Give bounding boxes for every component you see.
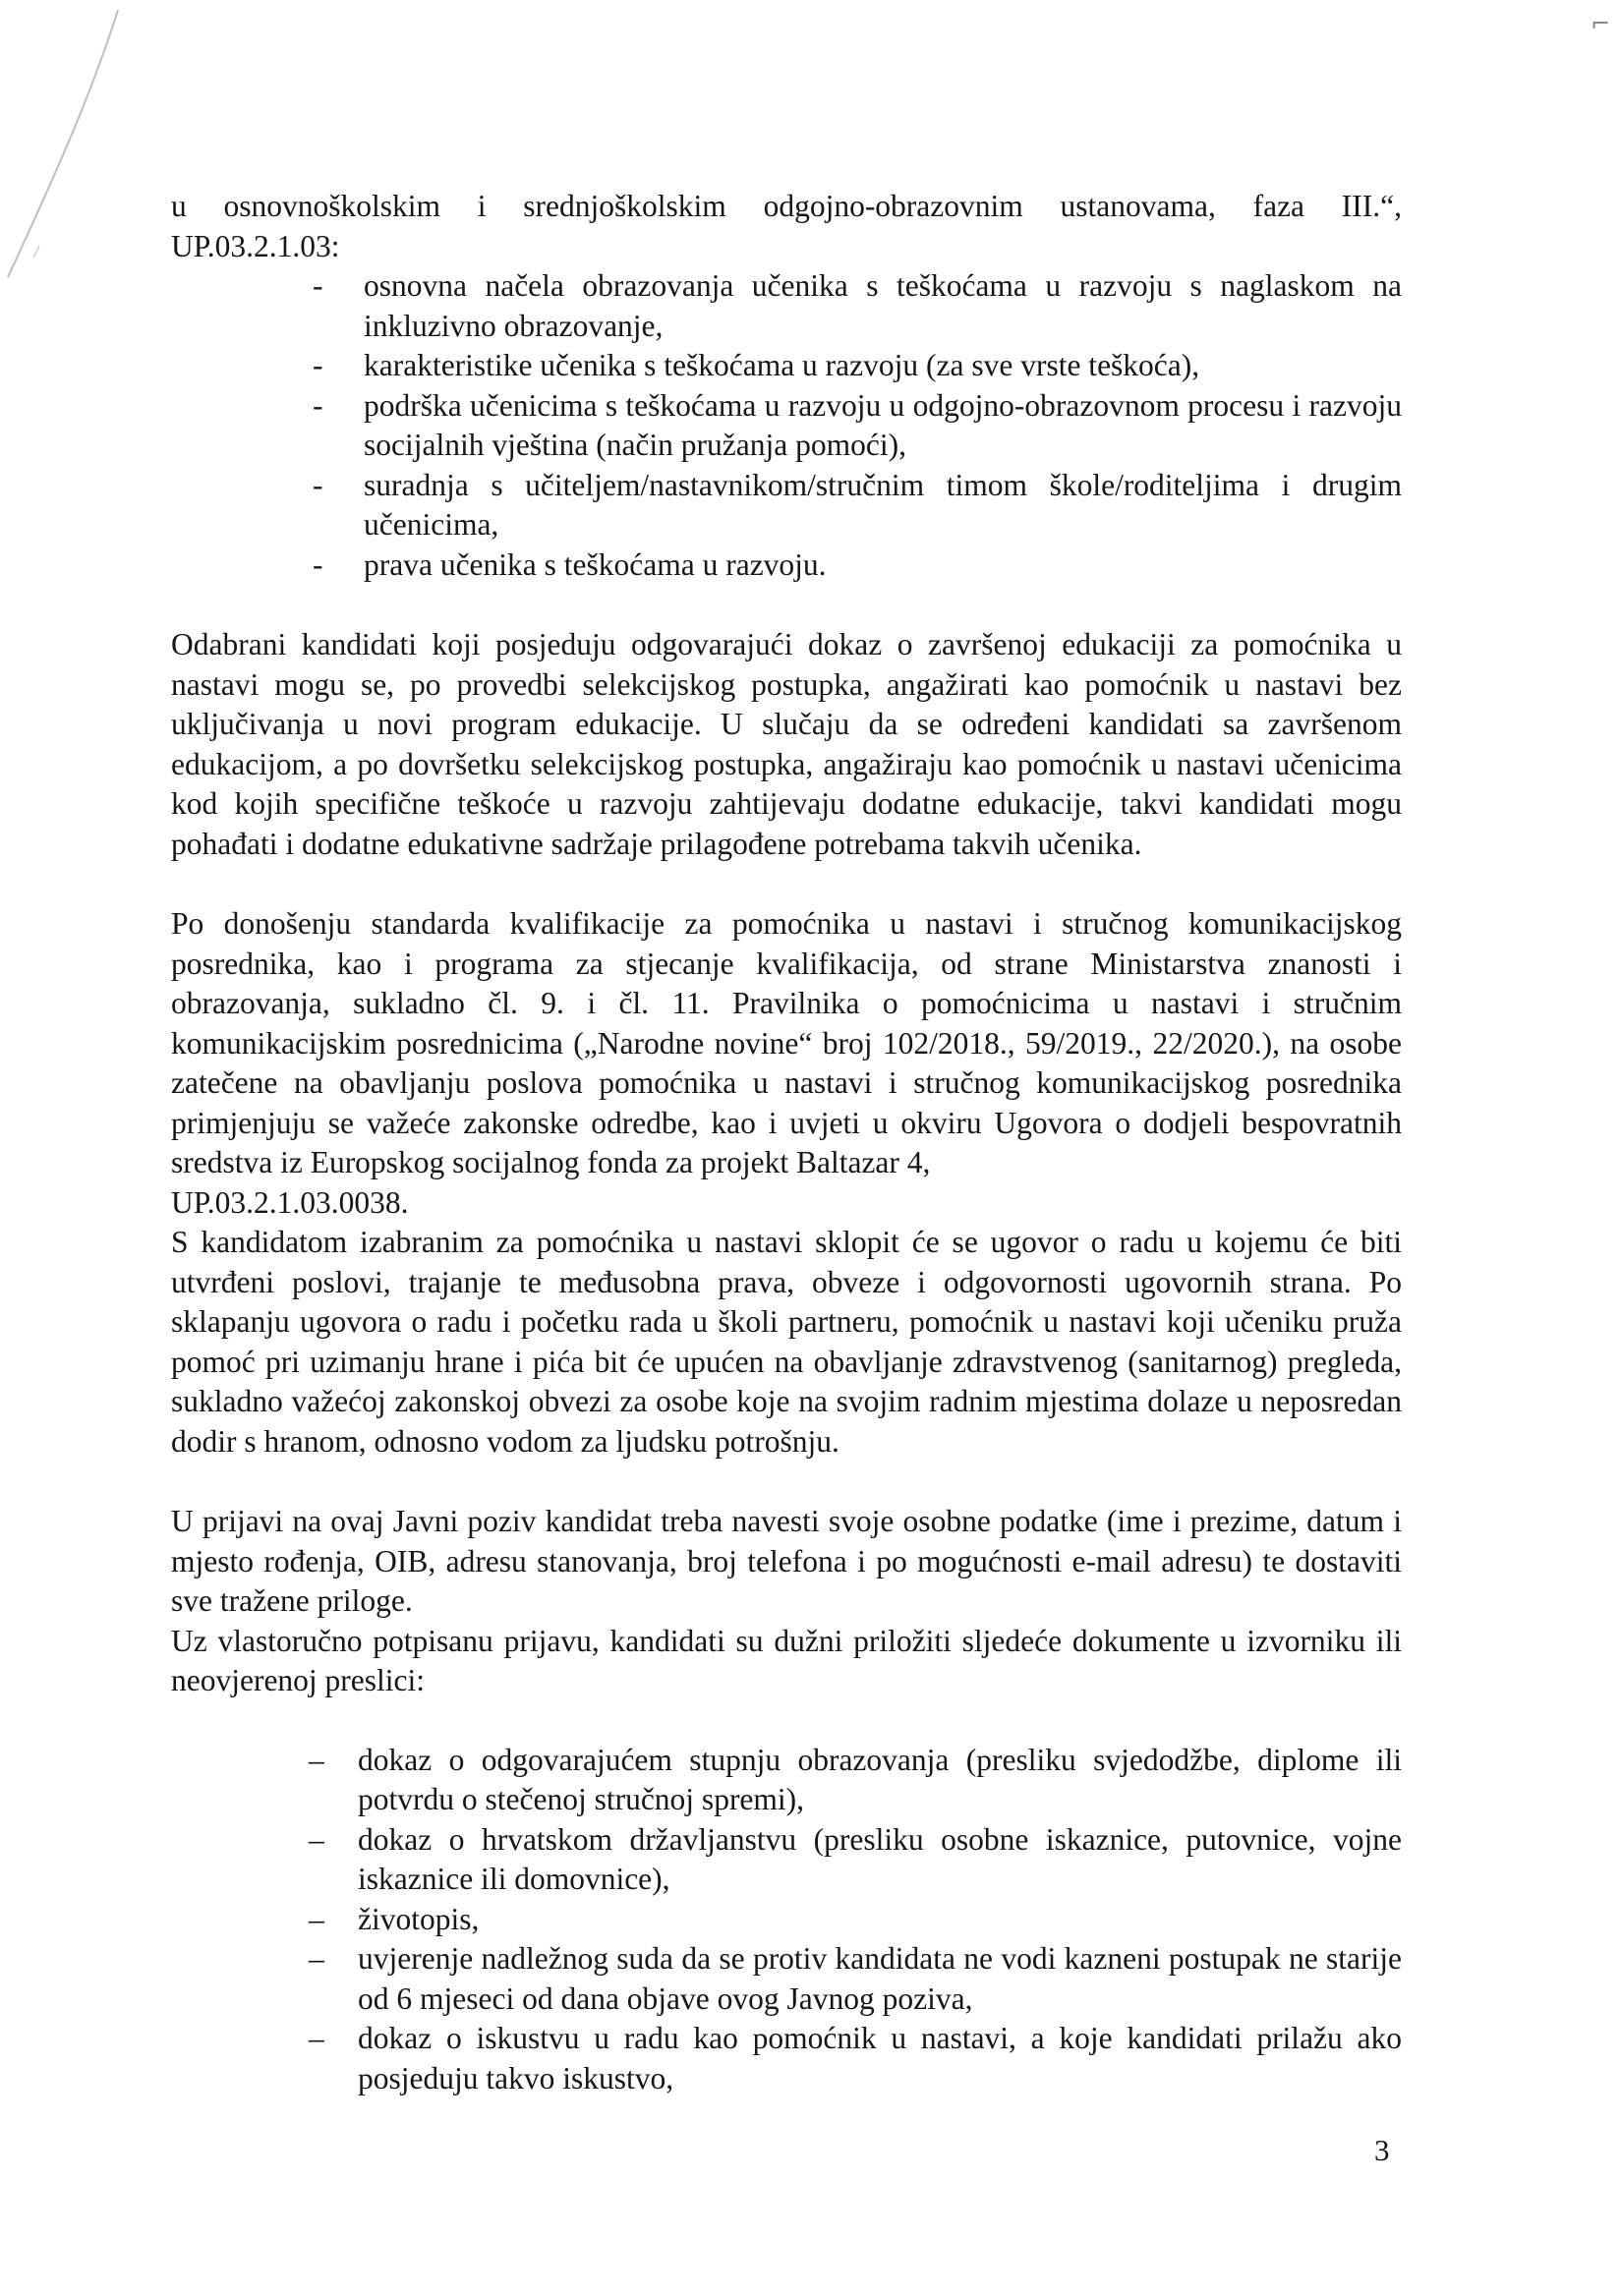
dash-bullet: - bbox=[313, 467, 323, 502]
dash-bullet: - bbox=[313, 348, 323, 382]
paragraph-project-code: UP.03.2.1.03.0038. bbox=[171, 1184, 409, 1220]
topic-item bbox=[171, 266, 1402, 346]
dash-bullet: - bbox=[313, 546, 323, 582]
document-text: životopis, bbox=[358, 1901, 480, 1936]
dash-bullet: - bbox=[313, 268, 323, 303]
documents-list bbox=[171, 1741, 1402, 2099]
topic-item bbox=[171, 346, 1402, 386]
topic-text: podrška učenicima s teškoćama u razvoju u odgojno-obrazovnom procesu i razvoju socijalnih vještina (način pružanja pomoći), bbox=[364, 387, 1402, 462]
document-item bbox=[171, 1900, 1402, 1940]
paragraph-selected-candidates: Odabrani kandidati koji posjeduju odgovarajući dokaz o završenoj edukaciji za pomoćnika u nastavi mogu se, po provedbi selekcijskog postupka, angažirati kao pomoćnik u nastavi bez uključivanja u novi program edukacije. U slučaju da se određeni kandidati sa završenom edukacijom, a po dovršetku selekcijskog postupka, angažiraju kao pomoćnik u nastavi učenicima kod kojih specifične teškoće u razvoju zahtijevaju dodatne edukacije, takvi kandidati mogu pohađati i dodatne edukativne sadržaje prilagođene potrebama takvih učenika. bbox=[171, 627, 1402, 861]
document-item bbox=[171, 1939, 1402, 2019]
paragraph-required-documents: Uz vlastoručno potpisanu prijavu, kandidati su dužni priložiti sljedeće dokumente u izvorniku ili neovjerenoj preslici: bbox=[171, 1623, 1402, 1697]
scan-artifact-line bbox=[0, 0, 138, 295]
document-text: dokaz o hrvatskom državljanstvu (presliku osobne iskaznice, putovnice, vojne iskaznice ili domovnice), bbox=[358, 1821, 1402, 1896]
intro-line-2: UP.03.2.1.03: bbox=[171, 228, 340, 263]
document-page bbox=[171, 187, 1402, 2098]
paragraph-qualification-standards: Po donošenju standarda kvalifikacije za pomoćnika u nastavi i stručnog komunikacijskog posrednika, kao i programa za stjecanje kvalifikacija, od strane Ministarstva znanosti i obrazovanja, sukladno čl. 9. i čl. 11. Pravilnika o pomoćnicima u nastavi i stručnim komunikacijskim posrednicima („Narodne novine“ broj 102/2018., 59/2019., 22/2020.), na osobe zatečene na obavljanju poslova pomoćnika u nastavi i stručnog komunikacijskog posrednika primjenjuju se važeće zakonske odredbe, kao i uvjeti u okviru Ugovora o dodjeli bespovratnih sredstva iz Europskog socijalnog fonda za projekt Baltazar 4, bbox=[171, 906, 1402, 1179]
topic-text: suradnja s učiteljem/nastavnikom/stručnim timom škole/roditeljima i drugim učenicima, bbox=[364, 467, 1402, 542]
topic-item bbox=[171, 545, 1402, 586]
topic-item bbox=[171, 386, 1402, 466]
dash-bullet: – bbox=[309, 1821, 324, 1857]
document-item bbox=[171, 2019, 1402, 2098]
document-item bbox=[171, 1820, 1402, 1900]
dash-bullet: – bbox=[309, 1941, 324, 1976]
document-text: uvjerenje nadležnog suda da se protiv kandidata ne vodi kazneni postupak ne starije od 6 mjeseci od dana objave ovog Javnog poziva, bbox=[358, 1941, 1402, 2016]
paragraph-application: U prijavi na ovaj Javni poziv kandidat treba navesti svoje osobne podatke (ime i prezime, datum i mjesto rođenja, OIB, adresu stanovanja, broj telefona i po mogućnosti e-mail adresu) te dostaviti sve tražene priloge. bbox=[171, 1504, 1402, 1618]
topic-list bbox=[171, 266, 1402, 585]
document-text: dokaz o iskustvu u radu kao pomoćnik u nastavi, a koje kandidati prilažu ako posjeduju takvo iskustvo, bbox=[358, 2021, 1402, 2095]
paragraph-employment-contract: S kandidatom izabranim za pomoćnika u nastavi sklopit će se ugovor o radu u kojemu će biti utvrđeni poslovi, trajanje te međusobna prava, obveze i odgovornosti ugovornih strana. Po sklapanju ugovora o radu i početku rada u školi partneru, pomoćnik u nastavi koji učeniku pruža pomoć pri uzimanju hrane i pića bit će upućen na obavljanje zdravstvenog (sanitarnog) pregleda, sukladno važećoj zakonskoj obvezi za osobe koje na svojim radnim mjestima dolaze u neposredan dodir s hranom, odnosno vodom za ljudsku potrošnju. bbox=[171, 1225, 1402, 1459]
dash-bullet: – bbox=[309, 2021, 324, 2055]
dash-bullet: - bbox=[313, 387, 323, 423]
topic-text: karakteristike učenika s teškoćama u razvoju (za sve vrste teškoća), bbox=[364, 348, 1200, 382]
document-text: dokaz o odgovarajućem stupnju obrazovanja (presliku svjedodžbe, diplome ili potvrdu o stečenoj stručnoj spremi), bbox=[358, 1742, 1402, 1816]
dash-bullet: – bbox=[309, 1742, 324, 1777]
topic-item bbox=[171, 466, 1402, 545]
corner-mark: ⌐ bbox=[1591, 10, 1611, 37]
topic-text: prava učenika s teškoćama u razvoju. bbox=[364, 546, 827, 582]
intro-line-1: u osnovnoškolskim i srednjoškolskim odgojno-obrazovnim ustanovama, faza III.“, bbox=[171, 189, 1402, 223]
document-item bbox=[171, 1741, 1402, 1820]
topic-text: osnovna načela obrazovanja učenika s teškoćama u razvoju s naglaskom na inkluzivno obrazovanje, bbox=[364, 268, 1402, 343]
page-number: 3 bbox=[1374, 2133, 1390, 2167]
dash-bullet: – bbox=[309, 1901, 324, 1936]
